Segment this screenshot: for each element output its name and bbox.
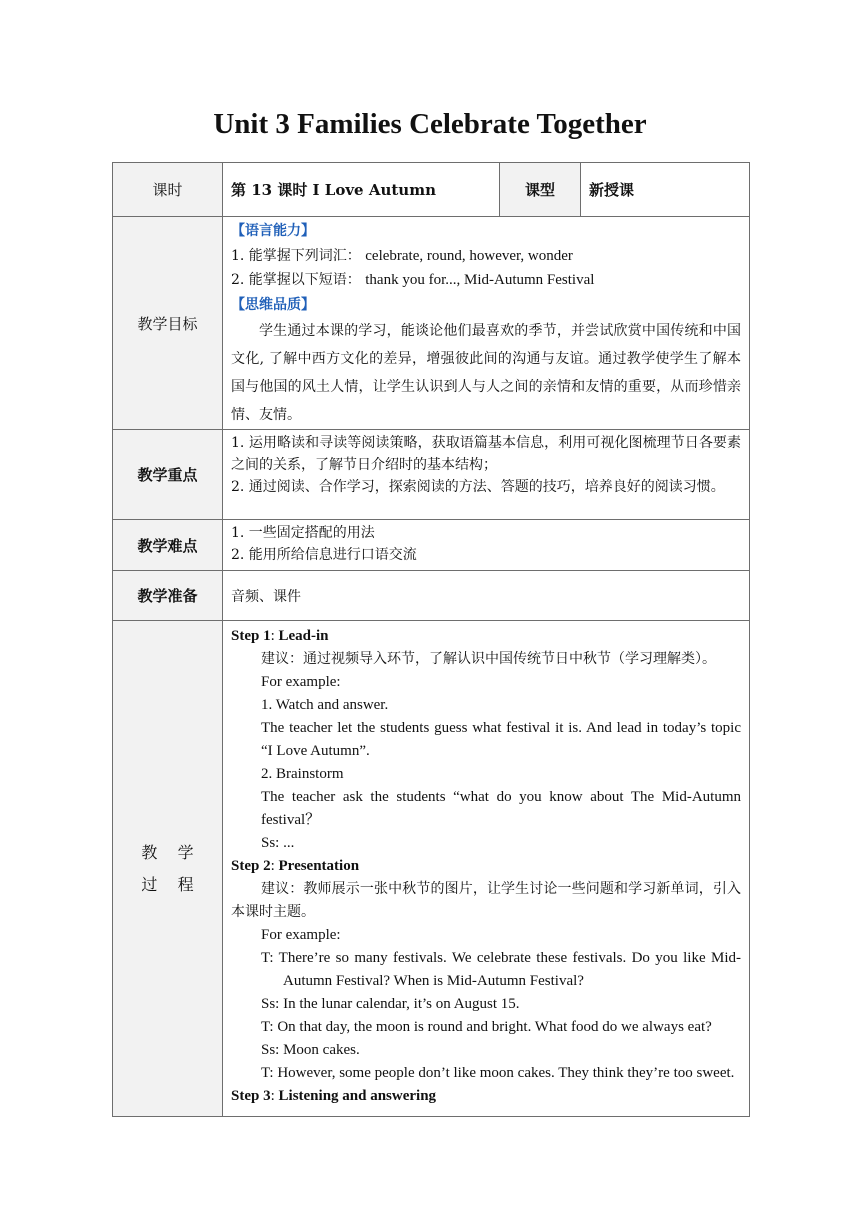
step2-heading: Step 2: Presentation <box>231 858 360 874</box>
key-point-item: 1. 运用略读和寻读等阅读策略，获取语篇基本信息，利用可视化图梳理节日各要素之间的关系，了解节日介绍时的基本结构； <box>231 435 741 473</box>
step2-name: Presentation <box>278 858 360 874</box>
difficulties-content <box>223 520 750 571</box>
step3-number: Step 3 <box>231 1088 271 1104</box>
preparation-label: 教学准备 <box>113 571 223 621</box>
step2-suggestion: 建议：教师展示一张中秋节的图片，让学生讨论一些问题和学习新单词，引入本课时主题。 <box>231 881 741 920</box>
step1-item1: 1. Watch and answer. <box>261 697 389 713</box>
step2-t1: T: There’re so many festivals. We celebrate these festivals. Do you like Mid-Autumn Festival? When is Mid-Autumn Festival? <box>261 950 741 989</box>
step1-heading: Step 1: Lead-in <box>231 628 329 644</box>
step1-suggestion: 建议：通过视频导入环节，了解认识中国传统节日中秋节（学习理解类）。 <box>261 651 716 667</box>
period-label: 课时 <box>113 163 223 217</box>
thinking-quality-heading: 【思维品质】 <box>231 296 315 313</box>
vocab-item <box>231 244 741 269</box>
key-points-content <box>223 430 750 520</box>
type-value: 新授课 <box>581 163 750 217</box>
step2-ss1: Ss: In the lunar calendar, it’s on August 15. <box>261 996 520 1012</box>
key-point-item: 2. 通过阅读、合作学习，探索阅读的方法、答题的技巧，培养良好的阅读习惯。 <box>231 479 725 495</box>
vocab-prefix: 1. 能掌握下列词汇： <box>231 247 361 264</box>
goals-content <box>223 217 750 430</box>
step2-t3: T: However, some people don’t like moon cakes. They think they’re too sweet. <box>261 1065 735 1081</box>
process-label-line2: 过 程 <box>141 874 194 894</box>
language-ability-heading: 【语言能力】 <box>231 223 315 239</box>
type-label: 课型 <box>500 163 581 217</box>
step1-item2-text: The teacher ask the students “what do you know about The Mid-Autumn festival？ <box>261 789 741 828</box>
key-points-label: 教学重点 <box>113 430 223 520</box>
step2-t2: T: On that day, the moon is round and bright. What food do we always eat? <box>261 1019 712 1035</box>
phrase-item <box>231 268 741 293</box>
step1-item1-text: The teacher let the students guess what festival it is. And lead in today’s topic “I Love Autumn”. <box>261 720 741 759</box>
thinking-quality-text: 学生通过本课的学习，能谈论他们最喜欢的季节，并尝试欣赏中国传统和中国文化, 了解中西方文化的差异，增强彼此间的沟通与友谊。通过教学使学生了解本国与他国的风土人情，让学生认识到人与人之间的亲情和友情的重要，从而珍惜亲情、友情。 <box>231 323 741 423</box>
preparation-row <box>113 571 750 621</box>
difficulty-item: 1. 一些固定搭配的用法 <box>231 525 375 541</box>
difficulty-item: 2. 能用所给信息进行口语交流 <box>231 547 417 563</box>
process-content <box>223 621 750 1117</box>
period-value: 第 13 课时 I Love Autumn <box>223 163 500 217</box>
step3-name: Listening and answering <box>278 1088 437 1104</box>
process-row <box>113 621 750 1117</box>
phrase-prefix: 2. 能掌握以下短语： <box>231 272 361 288</box>
step2-for-example: For example: <box>261 927 341 943</box>
difficulties-row <box>113 520 750 571</box>
phrase-words: thank you for..., Mid-Autumn Festival <box>365 272 595 288</box>
step1-for-example: For example: <box>261 674 341 690</box>
step1-number: Step 1 <box>231 628 271 644</box>
document-title: Unit 3 Families Celebrate Together <box>213 108 647 140</box>
step2-number: Step 2 <box>231 858 271 874</box>
preparation-value: 音频、课件 <box>223 571 750 621</box>
header-row <box>113 163 750 217</box>
key-points-row <box>113 430 750 520</box>
goals-label: 教学目标 <box>113 217 223 430</box>
step3-heading: Step 3: Listening and answering <box>231 1088 437 1104</box>
step1-ss: Ss: ... <box>261 835 295 851</box>
process-label-line1: 教 学 <box>141 842 194 862</box>
vocab-words: celebrate, round, however, wonder <box>365 247 573 264</box>
step1-item2: 2. Brainstorm <box>261 766 344 782</box>
step2-ss2: Ss: Moon cakes. <box>261 1042 360 1058</box>
step1-name: Lead-in <box>278 628 329 644</box>
lesson-plan-table <box>112 162 750 1117</box>
goals-row <box>113 217 750 430</box>
process-label <box>113 621 223 1117</box>
difficulties-label: 教学难点 <box>113 520 223 571</box>
